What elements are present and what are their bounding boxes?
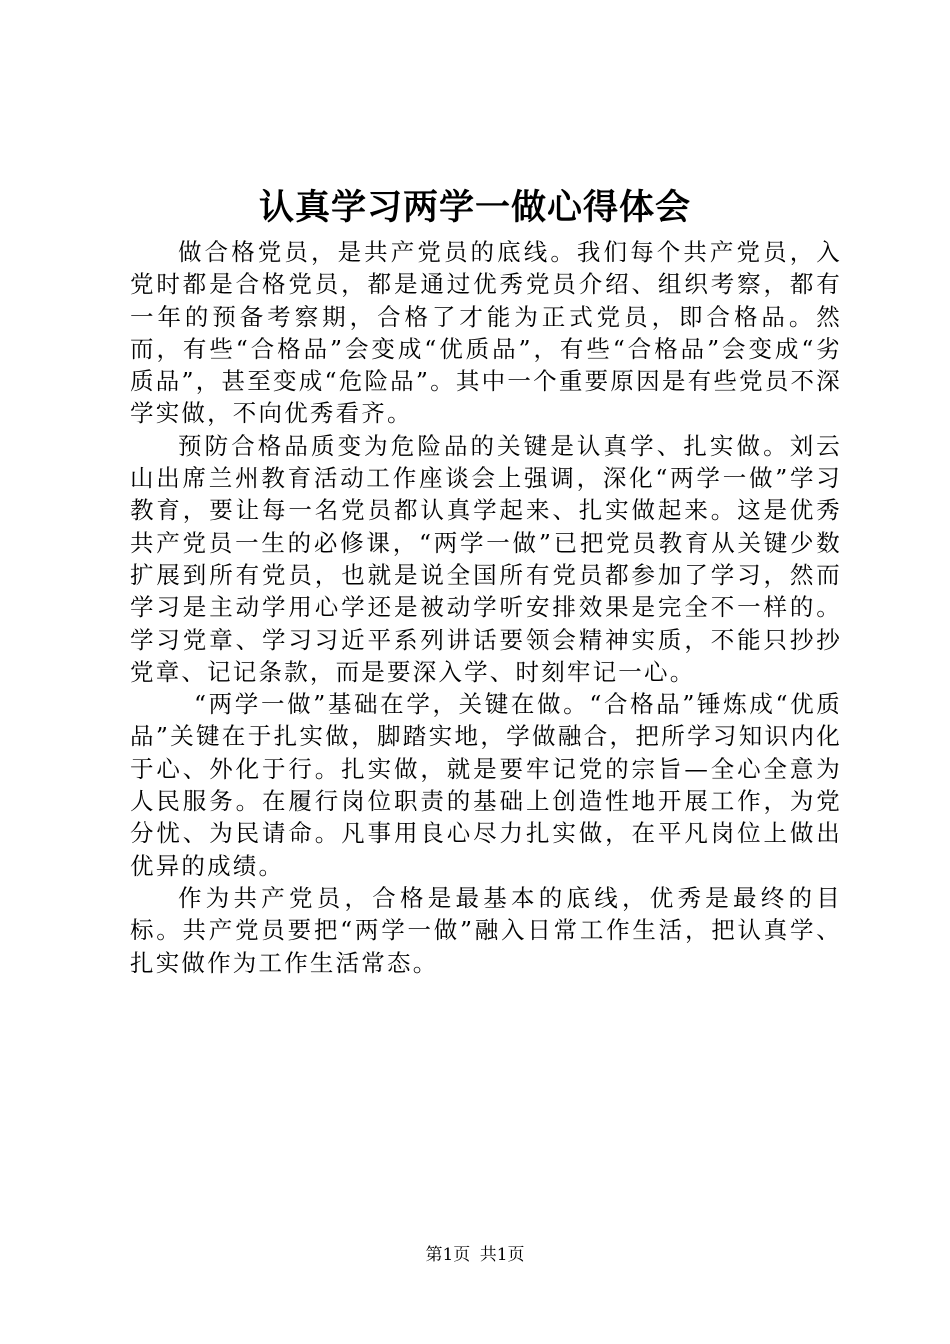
- paragraph-2: 预防合格品质变为危险品的关键是认真学、扎实做。刘云山出席兰州教育活动工作座谈会上强调，深化“两学一做”学习教育，要让每一名党员都认真学起来、扎实做起来。这是优秀共产党员一生的必修课，“两学一做”已把党员教育从关键少数扩展到所有党员，也就是说全国所有党员都参加了学习，然而学习是主动学用心学还是被动学听安排效果是完全不一样的。学习党章、学习习近平系列讲话要领会精神实质，不能只抄抄党章、记记条款，而是要深入学、时刻牢记一心。: [130, 431, 842, 686]
- page-footer: 第1页 共1页: [425, 1245, 525, 1265]
- paragraph-1: 做合格党员，是共产党员的底线。我们每个共产党员，入党时都是合格党员，都是通过优秀党员介绍、组织考察，都有一年的预备考察期，合格了才能为正式党员，即合格品。然而，有些“合格品”会变成“优质品”，有些“合格品”会变成“劣质品”，甚至变成“危险品”。其中一个重要原因是有些党员不深学实做，不向优秀看齐。: [130, 238, 842, 428]
- document-title: 认真学习两学一做心得体会: [258, 187, 691, 228]
- paragraph-3: “两学一做”基础在学，关键在做。“合格品”锤炼成“优质品”关键在于扎实做，脚踏实地，学做融合，把所学习知识内化于心、外化于行。扎实做，就是要牢记党的宗旨—全心全意为人民服务。在履行岗位职责的基础上创造性地开展工作，为党分忧、为民请命。凡事用良心尽力扎实做，在平凡岗位上做出优异的成绩。: [130, 690, 842, 880]
- document-body: [130, 236, 842, 979]
- paragraph-4: 作为共产党员，合格是最基本的底线，优秀是最终的目标。共产党员要把“两学一做”融入日常工作生活，把认真学、扎实做作为工作生活常态。: [130, 883, 842, 977]
